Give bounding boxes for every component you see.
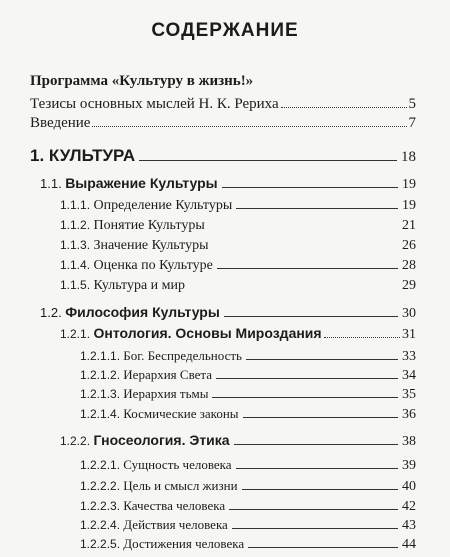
entry-name: Определение Культуры <box>93 197 233 213</box>
entry-name: Гносеология. Этика <box>93 432 230 449</box>
leader-line <box>236 208 398 209</box>
leader-line <box>242 489 398 490</box>
entry-number: 1.2.2.1. <box>80 458 121 473</box>
entry-number: 1.2. <box>40 305 62 321</box>
entry-number: 1.1.4. <box>60 258 91 272</box>
entry-name: Иерархия Света <box>123 367 213 383</box>
page-number: 44 <box>402 537 416 552</box>
page-number: 29 <box>402 278 416 294</box>
toc-entry-introduction[interactable] <box>30 115 416 132</box>
entry-title <box>40 304 220 322</box>
entry-name: Онтология. Основы Мироздания <box>93 325 322 342</box>
toc-item-1-2-2-4[interactable] <box>80 517 416 534</box>
page-number: 42 <box>402 498 416 514</box>
entry-name: Оценка по Культуре <box>93 258 213 273</box>
entry-title <box>60 325 322 343</box>
page-number: 31 <box>402 327 416 343</box>
leader-line <box>243 417 398 418</box>
entry-title <box>80 498 225 514</box>
page-number: 18 <box>401 148 416 165</box>
entry-title <box>80 517 228 533</box>
entry-number: 1.2.1.3. <box>80 387 121 402</box>
leader-line <box>217 268 398 269</box>
entry-title <box>60 198 232 214</box>
entry-title <box>60 258 213 274</box>
page-number: 5 <box>408 96 416 112</box>
entry-number: 1.1.2. <box>60 217 91 232</box>
entry-name: Качества человека <box>123 497 226 513</box>
entry-number: 1.2.2.2. <box>80 478 121 493</box>
entry-number: 1.2.2.5. <box>80 537 121 551</box>
entry-title <box>40 175 218 193</box>
entry-title <box>60 278 185 294</box>
page-number: 7 <box>408 115 416 132</box>
toc-item-1-2-1-4[interactable] <box>80 406 416 423</box>
entry-number: 1.1.3. <box>60 237 91 252</box>
entry-number: 1.1. <box>40 175 62 191</box>
toc-item-1-2-2-2[interactable] <box>80 478 416 495</box>
page-number: 30 <box>402 306 416 322</box>
leader-line <box>212 397 398 398</box>
toc-subsection-1-2-2[interactable] <box>60 432 416 450</box>
page-number: 19 <box>402 176 416 192</box>
leader-line <box>236 468 398 469</box>
page-number: 35 <box>402 387 416 403</box>
toc-entry-theses[interactable] <box>30 96 416 113</box>
entry-number: 1.2.2. <box>60 434 91 449</box>
toc-item-1-2-1-1[interactable] <box>80 348 416 365</box>
entry-number: 1.1.5. <box>60 278 91 293</box>
toc-item-1-2-1-2[interactable] <box>80 367 416 384</box>
leader-line <box>234 444 398 445</box>
entry-name: Цель и смысл жизни <box>123 477 238 493</box>
entry-number: 1.2.1.4. <box>80 406 121 421</box>
leader-line <box>229 509 398 510</box>
page-number: 21 <box>402 217 416 233</box>
entry-number: 1.2.1.1. <box>80 349 121 364</box>
entry-name: Действия человека <box>123 516 228 532</box>
entry-name: Иерархия тьмы <box>123 386 209 402</box>
entry-title <box>80 406 239 422</box>
entry-name: Выражение Культуры <box>65 174 218 191</box>
entry-name: Космические законы <box>123 405 239 421</box>
toc-subsection-1-1[interactable] <box>40 175 416 193</box>
entry-number: 1.2.2.4. <box>80 517 121 532</box>
leader-line <box>222 187 398 188</box>
leader-line <box>216 378 398 379</box>
entry-name: Философия Культуры <box>65 304 220 321</box>
dot-leader <box>324 337 400 338</box>
page-number: 34 <box>402 368 416 384</box>
dot-leader <box>92 126 406 127</box>
toc-item-1-2-2-5[interactable] <box>80 536 416 553</box>
entry-number: 1.2.2.3. <box>80 498 121 513</box>
entry-title <box>80 536 244 552</box>
page-number: 19 <box>402 197 416 213</box>
leader-line <box>246 359 398 360</box>
entry-title <box>80 367 212 383</box>
toc-item-1-1-2[interactable] <box>60 218 416 234</box>
toc-item-1-1-3[interactable] <box>60 238 416 254</box>
toc-item-1-2-2-3[interactable] <box>80 498 416 515</box>
section-number: 1. <box>30 145 45 165</box>
toc-item-1-2-1-3[interactable] <box>80 386 416 403</box>
toc-item-1-1-1[interactable] <box>60 198 416 214</box>
entry-number: 1.2.1. <box>60 327 91 342</box>
intro-heading: Программа «Культуру в жизнь!» <box>30 73 254 89</box>
page-number: 33 <box>402 349 416 365</box>
toc-subsection-1-2[interactable] <box>40 304 416 322</box>
toc-item-1-2-2-1[interactable] <box>80 457 416 474</box>
entry-name: Сущность человека <box>123 457 232 473</box>
entry-number: 1.2.1.2. <box>80 368 121 383</box>
page-number: 40 <box>402 478 416 494</box>
entry-number: 1.1.1. <box>60 197 91 212</box>
leader-line <box>139 160 397 161</box>
page-number: 39 <box>402 458 416 474</box>
toc-item-1-1-4[interactable] <box>60 258 416 274</box>
entry-name: Значение Культуры <box>93 237 209 253</box>
page-number: 38 <box>402 434 416 450</box>
entry-title <box>80 386 208 402</box>
entry-title <box>80 478 238 494</box>
toc-item-1-1-5[interactable] <box>60 278 416 294</box>
entry-name: Достижения человека <box>123 536 245 551</box>
entry-name: Культура и мир <box>93 278 186 294</box>
entry-name: Понятие Культуры <box>93 217 205 233</box>
page-number: 26 <box>402 237 416 253</box>
page-title: СОДЕРЖАНИЕ <box>151 20 299 41</box>
entry-title <box>60 238 209 254</box>
page-number: 36 <box>402 406 416 422</box>
leader-line <box>232 528 398 529</box>
entry-title <box>80 348 242 364</box>
entry-title: Введение <box>30 115 91 132</box>
section-name: КУЛЬТУРА <box>48 145 136 165</box>
toc-subsection-1-2-1[interactable] <box>60 325 416 343</box>
entry-name: Бог. Беспредельность <box>123 348 242 364</box>
entry-title: Тезисы основных мыслей Н. К. Рериха <box>30 96 279 112</box>
section-title <box>30 146 135 166</box>
toc-section-culture[interactable] <box>30 146 416 166</box>
dot-leader <box>281 107 407 108</box>
entry-title <box>60 218 205 234</box>
page-number: 43 <box>402 517 416 533</box>
page-number: 28 <box>402 258 416 273</box>
entry-title <box>80 457 232 473</box>
leader-line <box>224 316 398 317</box>
entry-title <box>60 432 230 450</box>
leader-line <box>248 547 398 548</box>
